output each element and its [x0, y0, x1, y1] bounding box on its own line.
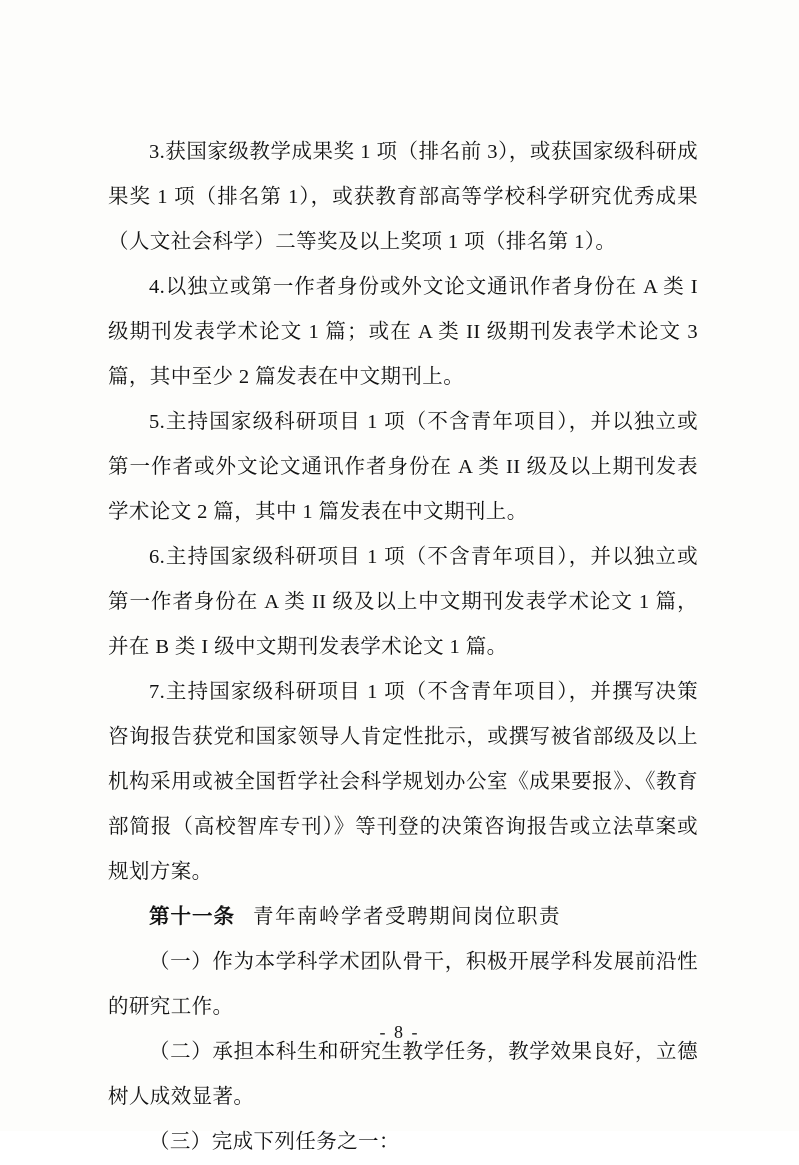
paragraph-item-3: 3.获国家级教学成果奖 1 项（排名前 3），或获国家级科研成果奖 1 项（排名第 1），或获教育部高等学校科学研究优秀成果（人文社会科学）二等奖及以上奖项 1 项（排名第 1）。	[108, 141, 698, 253]
article-heading-label: 第十一条	[149, 906, 235, 928]
document-body	[108, 130, 698, 1165]
clause-item-1: （一）作为本学科学术团队骨干，积极开展学科发展前沿性的研究工作。	[108, 951, 698, 1018]
paragraph-item-5: 5.主持国家级科研项目 1 项（不含青年项目），并以独立或第一作者或外文论文通讯作者身份在 A 类 II 级及以上期刊发表学术论文 2 篇，其中 1 篇发表在中文期刊上。	[108, 411, 698, 523]
paragraph-item-6: 6.主持国家级科研项目 1 项（不含青年项目），并以独立或第一作者身份在 A 类 II 级及以上中文期刊发表学术论文 1 篇，并在 B 类 I 级中文期刊发表学术论文 1 篇。	[108, 546, 698, 658]
page-number: - 8 -	[379, 1022, 420, 1042]
paragraph-item-4: 4.以独立或第一作者身份或外文论文通讯作者身份在 A 类 I 级期刊发表学术论文 1 篇；或在 A 类 II 级期刊发表学术论文 3 篇，其中至少 2 篇发表在中文期刊上。	[108, 276, 698, 388]
article-heading-text: 青年南岭学者受聘期间岗位职责	[253, 906, 561, 928]
paragraph-item-7: 7.主持国家级科研项目 1 项（不含青年项目），并撰写决策咨询报告获党和国家领导人肯定性批示，或撰写被省部级及以上机构采用或被全国哲学社会科学规划办公室《成果要报》、《教育部简报（高校智库专刊）》等刊登的决策咨询报告或立法草案或规划方案。	[108, 681, 698, 883]
clause-item-3: （三）完成下列任务之一：	[149, 1131, 400, 1153]
clause-item-2: （二）承担本科生和研究生教学任务，教学效果良好，立德树人成效显著。	[108, 1041, 698, 1108]
page-footer	[0, 1022, 799, 1043]
article-heading	[108, 895, 698, 940]
